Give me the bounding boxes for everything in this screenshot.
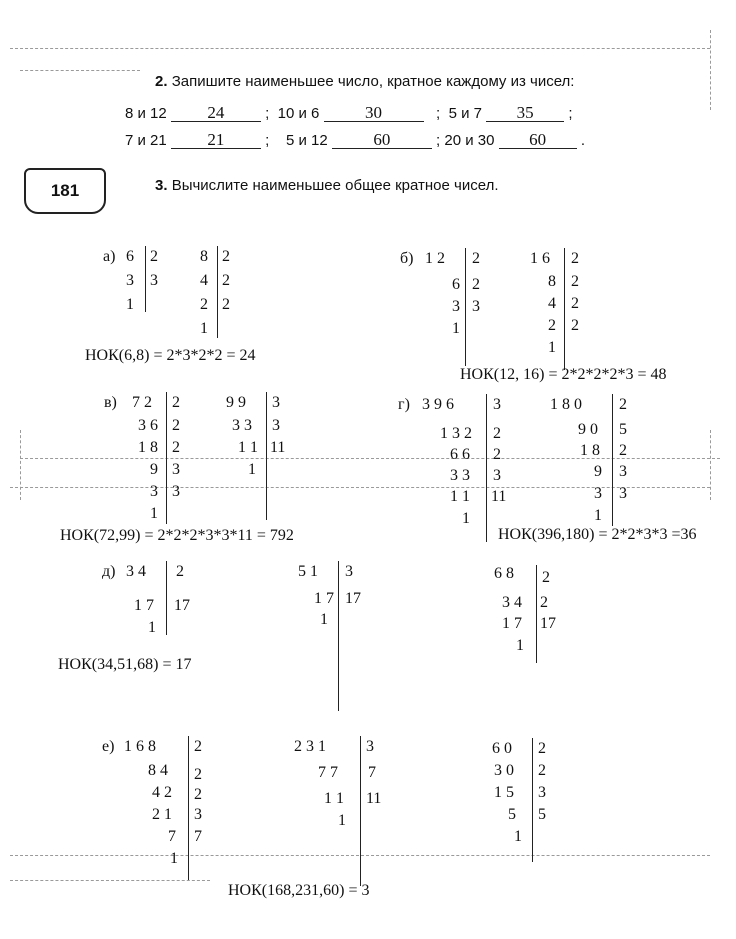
dividend: 1 [170, 850, 178, 867]
dividend: 1 1 [324, 790, 344, 807]
divisor: 2 [194, 766, 202, 783]
lcm-result: НОК(6,8) = 2*3*2*2 = 24 [85, 347, 256, 364]
divisor: 3 [194, 806, 202, 823]
dividend: 1 [148, 619, 156, 636]
dividend: 1 [200, 320, 208, 337]
divisor: 3 [472, 298, 480, 315]
divisor: 2 [571, 295, 579, 312]
pair-label: 10 и 6 [277, 105, 320, 122]
dividend: 3 9 6 [422, 396, 454, 413]
divisor: 2 [542, 569, 550, 586]
dividend: 1 [594, 507, 602, 524]
divisor: 2 [222, 248, 230, 265]
divisor: 2 [172, 394, 180, 411]
divisor: 2 [176, 563, 184, 580]
dividend: 1 7 [502, 615, 522, 632]
problem-b-label: б) [400, 250, 414, 267]
dividend: 8 [548, 273, 556, 290]
dividend: 1 1 [450, 488, 470, 505]
divisor: 2 [172, 417, 180, 434]
dividend: 4 [200, 272, 208, 289]
dividend: 2 3 1 [294, 738, 326, 755]
dividend: 9 9 [226, 394, 246, 411]
divisor: 11 [366, 790, 382, 807]
dividend: 1 [548, 339, 556, 356]
divisor: 17 [174, 597, 190, 614]
dividend: 6 8 [494, 565, 514, 582]
divisor: 3 [493, 396, 501, 413]
divisor: 7 [194, 828, 202, 845]
pair-label: 5 и 7 [448, 105, 482, 122]
answer-field: 21 [171, 132, 261, 149]
divisor: 3 [493, 467, 501, 484]
page-number-badge: 181 [24, 168, 106, 214]
division-line [465, 248, 466, 366]
divisor: 2 [619, 396, 627, 413]
task2-number: 2. [155, 73, 168, 90]
divisor: 3 [172, 461, 180, 478]
division-line [486, 394, 487, 542]
divisor: 2 [538, 762, 546, 779]
dividend: 3 4 [502, 594, 522, 611]
problem-g-label: г) [398, 396, 410, 413]
divisor: 3 [538, 784, 546, 801]
dividend: 1 [320, 611, 328, 628]
dividend: 2 [548, 317, 556, 334]
divisor: 2 [194, 786, 202, 803]
dividend: 1 [248, 461, 256, 478]
division-line [166, 561, 167, 635]
dividend: 9 [150, 461, 158, 478]
divisor: 2 [493, 425, 501, 442]
divisor: 3 [272, 417, 280, 434]
task2-title: Запишите наименьшее число, кратное каждому из чисел: [171, 73, 575, 90]
division-line [536, 565, 537, 663]
dividend: 9 [594, 463, 602, 480]
divisor: 3 [150, 272, 158, 289]
divisor: 5 [538, 806, 546, 823]
pair-label: 5 и 12 [285, 132, 328, 149]
dividend: 3 [594, 485, 602, 502]
dividend: 3 6 [138, 417, 158, 434]
divisor: 2 [222, 296, 230, 313]
divisor: 2 [172, 439, 180, 456]
dividend: 1 6 [530, 250, 550, 267]
divisor: 11 [270, 439, 286, 456]
dividend: 1 2 [425, 250, 445, 267]
task3-title: Вычислите наименьшее общее кратное чисел. [171, 177, 499, 194]
dividend: 3 [452, 298, 460, 315]
divisor: 3 [172, 483, 180, 500]
dividend: 1 3 2 [440, 425, 472, 442]
pair-label: 7 и 21 [125, 132, 167, 149]
dividend: 3 [126, 272, 134, 289]
dividend: 7 [168, 828, 176, 845]
dividend: 7 7 [318, 764, 338, 781]
divisor: 2 [472, 250, 480, 267]
division-line [612, 394, 613, 526]
division-line [217, 246, 218, 338]
division-line [338, 561, 339, 711]
divisor: 2 [540, 594, 548, 611]
problem-e-label: е) [102, 738, 115, 755]
problem-d-label: д) [102, 563, 116, 580]
divisor: 2 [571, 317, 579, 334]
dividend: 7 2 [132, 394, 152, 411]
dividend: 1 8 [138, 439, 158, 456]
dividend: 4 2 [152, 784, 172, 801]
divisor: 2 [222, 272, 230, 289]
dividend: 8 4 [148, 762, 168, 779]
task3-number: 3. [155, 177, 168, 194]
dividend: 5 [508, 806, 516, 823]
divisor: 3 [619, 463, 627, 480]
answer-field: 60 [499, 132, 577, 149]
divisor: 2 [493, 446, 501, 463]
divisor: 2 [571, 273, 579, 290]
dividend: 2 1 [152, 806, 172, 823]
dividend: 3 4 [126, 563, 146, 580]
divisor: 5 [619, 421, 627, 438]
dividend: 1 8 [580, 442, 600, 459]
divisor: 11 [491, 488, 507, 505]
divisor: 17 [540, 615, 556, 632]
lcm-result: НОК(34,51,68) = 17 [58, 656, 192, 673]
pair-label: 8 и 12 [125, 105, 167, 122]
dividend: 1 [338, 812, 346, 829]
divisor: 2 [150, 248, 158, 265]
dividend: 6 [452, 276, 460, 293]
problem-a-label: а) [103, 248, 116, 265]
divisor: 3 [619, 485, 627, 502]
dividend: 4 [548, 295, 556, 312]
dividend: 8 [200, 248, 208, 265]
division-line [532, 738, 533, 862]
divisor: 2 [619, 442, 627, 459]
dividend: 3 0 [494, 762, 514, 779]
division-line [166, 392, 167, 524]
lcm-result: НОК(12, 16) = 2*2*2*2*3 = 48 [460, 366, 667, 383]
divisor: 7 [368, 764, 376, 781]
dividend: 6 0 [492, 740, 512, 757]
problem-v-label: в) [104, 394, 117, 411]
division-line [188, 736, 189, 880]
dividend: 1 [150, 505, 158, 522]
dividend: 1 6 8 [124, 738, 156, 755]
divisor: 2 [472, 276, 480, 293]
answer-field: 60 [332, 132, 432, 149]
divisor: 2 [571, 250, 579, 267]
dividend: 1 8 0 [550, 396, 582, 413]
dividend: 1 [462, 510, 470, 527]
answer-field: 35 [486, 105, 564, 122]
task2-heading [155, 73, 574, 90]
dividend: 1 1 [238, 439, 258, 456]
dividend: 3 [150, 483, 158, 500]
dividend: 1 [126, 296, 134, 313]
division-line [360, 736, 361, 886]
task3-heading [155, 177, 499, 194]
dividend: 3 3 [450, 467, 470, 484]
lcm-result: НОК(396,180) = 2*2*3*3 =36 [498, 526, 697, 543]
dividend: 1 5 [494, 784, 514, 801]
division-line [145, 246, 146, 312]
answer-field: 24 [171, 105, 261, 122]
dividend: 6 6 [450, 446, 470, 463]
pair-label: 20 и 30 [444, 132, 495, 149]
task2-row-2: 7 и 21 21 ; 5 и 12 60 ; 20 и 30 60 . [125, 130, 585, 149]
divisor: 17 [345, 590, 361, 607]
dividend: 5 1 [298, 563, 318, 580]
division-line [266, 392, 267, 520]
lcm-result: НОК(168,231,60) = 3 [228, 882, 370, 899]
answer-field: 30 [324, 105, 424, 122]
dividend: 1 7 [314, 590, 334, 607]
dividend: 1 7 [134, 597, 154, 614]
dividend: 1 [514, 828, 522, 845]
divisor: 3 [272, 394, 280, 411]
divisor: 2 [194, 738, 202, 755]
divisor: 3 [345, 563, 353, 580]
dividend: 3 3 [232, 417, 252, 434]
lcm-result: НОК(72,99) = 2*2*2*3*3*11 = 792 [60, 527, 294, 544]
dividend: 2 [200, 296, 208, 313]
dividend: 1 [452, 320, 460, 337]
divisor: 3 [366, 738, 374, 755]
division-line [564, 248, 565, 370]
dividend: 1 [516, 637, 524, 654]
dividend: 9 0 [578, 421, 598, 438]
dividend: 6 [126, 248, 134, 265]
divisor: 2 [538, 740, 546, 757]
task2-row-1: 8 и 12 24 ; 10 и 6 30 ; 5 и 7 35 ; [125, 103, 573, 122]
